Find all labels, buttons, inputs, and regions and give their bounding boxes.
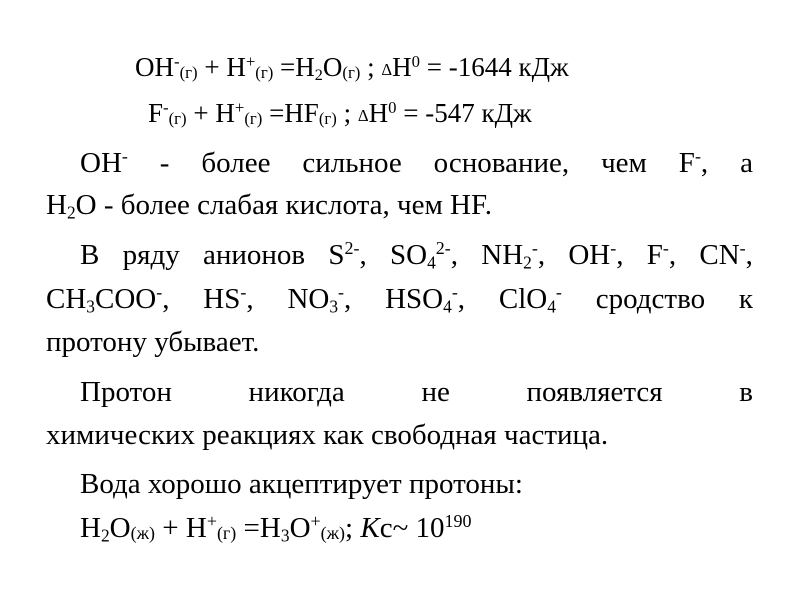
- paragraph-2-line-2: CH3COO-, HS-, NO3-, HSO4-, ClO4- сродство к: [46, 282, 753, 317]
- equation-water-protonation: H2O(ж) + H+(г) =H3O+(ж); Kc~ $10^{190}$: [80, 511, 472, 546]
- delta-symbol: Δ: [381, 60, 393, 80]
- eq1-oh: OH: [135, 52, 174, 82]
- equation-hydroxide-protonation: OH-(г) + H+(г) =H2O(г) ; $\Delta H^0 = -1644$ кДж: [135, 51, 569, 85]
- delta-symbol: Δ: [357, 106, 369, 126]
- eq1-enthalpy-value: = -1644 кДж: [420, 52, 569, 82]
- eq2-enthalpy-value: = -547 кДж: [396, 98, 532, 128]
- paragraph-2-line-1: В ряду анионов $S^{2-}$, $SO4^{2-}$, NH2-, OH-, F-, CN-,: [80, 238, 753, 273]
- equilibrium-exponent: 190: [444, 511, 472, 532]
- paragraph-3-line-1: Протон никогда не появляется в: [80, 376, 753, 408]
- equation-fluoride-protonation: F-(г) + H+(г) =HF(г) ; $\Delta H^0 = -547$ кДж: [148, 97, 532, 128]
- paragraph-1-line-2: H2O - более слабая кислота, чем HF.: [46, 189, 493, 223]
- paragraph-2-line-3: протону убывает.: [46, 326, 260, 358]
- paragraph-1-line-1: OH- - более сильное основание, чем F-, а: [80, 146, 753, 179]
- paragraph-3-line-2: химических реакциях как свободная частица.: [46, 419, 609, 451]
- paragraph-4-line-1: Вода хорошо акцептирует протоны:: [80, 468, 523, 500]
- equilibrium-constant-symbol: K: [360, 512, 380, 544]
